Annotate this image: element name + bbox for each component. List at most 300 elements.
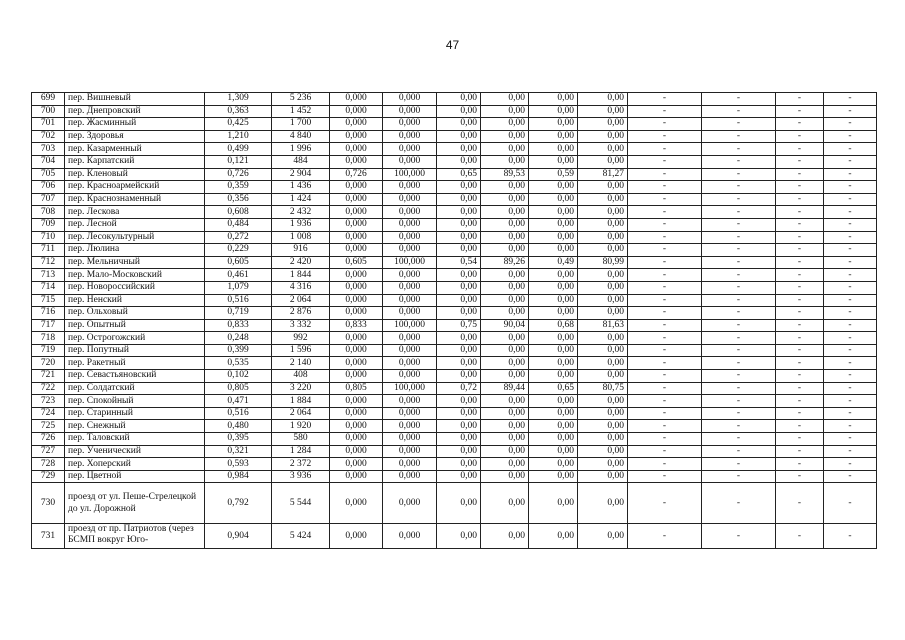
dash-1-cell: - (628, 118, 702, 131)
table-row (32, 256, 877, 269)
dash-4-cell: - (824, 524, 877, 549)
area-cell: 1 284 (272, 445, 330, 458)
dash-1-cell: - (628, 357, 702, 370)
value-2-cell: 0,00 (437, 470, 481, 483)
length-km-cell: 0,229 (205, 244, 272, 257)
dash-1-cell: - (628, 105, 702, 118)
percent-1-cell: 0,000 (383, 420, 437, 433)
length-km-cell: 0,480 (205, 420, 272, 433)
dash-1-cell: - (628, 470, 702, 483)
percent-1-cell: 0,000 (383, 294, 437, 307)
percent-1-cell: 100,000 (383, 382, 437, 395)
row-number-cell: 700 (32, 105, 65, 118)
dash-2-cell: - (702, 231, 776, 244)
dash-1-cell: - (628, 93, 702, 106)
value-2-cell: 0,00 (437, 407, 481, 420)
table-row (32, 332, 877, 345)
dash-2-cell: - (702, 395, 776, 408)
table-row (32, 155, 877, 168)
value-3-cell: 0,00 (529, 395, 578, 408)
area-cell: 580 (272, 433, 330, 446)
percent-3-cell: 0,00 (578, 193, 628, 206)
percent-2-cell: 0,00 (481, 357, 529, 370)
table-row (32, 93, 877, 106)
length-km-cell: 0,499 (205, 143, 272, 156)
dash-3-cell: - (776, 420, 824, 433)
dash-2-cell: - (702, 445, 776, 458)
value-1-cell: 0,000 (330, 524, 383, 549)
value-2-cell: 0,00 (437, 93, 481, 106)
table-row (32, 218, 877, 231)
table-row (32, 483, 877, 524)
length-km-cell: 0,792 (205, 483, 272, 524)
row-number-cell: 703 (32, 143, 65, 156)
value-2-cell: 0,00 (437, 483, 481, 524)
value-1-cell: 0,000 (330, 93, 383, 106)
dash-4-cell: - (824, 256, 877, 269)
percent-2-cell: 0,00 (481, 524, 529, 549)
value-1-cell: 0,000 (330, 269, 383, 282)
value-2-cell: 0,00 (437, 307, 481, 320)
percent-3-cell: 81,27 (578, 168, 628, 181)
dash-1-cell: - (628, 445, 702, 458)
area-cell: 1 936 (272, 218, 330, 231)
length-km-cell: 0,904 (205, 524, 272, 549)
dash-1-cell: - (628, 218, 702, 231)
length-km-cell: 0,608 (205, 206, 272, 219)
row-number-cell: 699 (32, 93, 65, 106)
value-1-cell: 0,000 (330, 231, 383, 244)
dash-3-cell: - (776, 433, 824, 446)
dash-1-cell: - (628, 155, 702, 168)
street-name-cell: пер. Опытный (65, 319, 205, 332)
value-1-cell: 0,000 (330, 395, 383, 408)
dash-3-cell: - (776, 256, 824, 269)
value-3-cell: 0,00 (529, 93, 578, 106)
area-cell: 3 936 (272, 470, 330, 483)
dash-3-cell: - (776, 269, 824, 282)
percent-1-cell: 100,000 (383, 319, 437, 332)
area-cell: 1 920 (272, 420, 330, 433)
dash-1-cell: - (628, 382, 702, 395)
dash-3-cell: - (776, 143, 824, 156)
row-number-cell: 721 (32, 370, 65, 383)
street-name-cell: пер. Днепровский (65, 105, 205, 118)
dash-3-cell: - (776, 218, 824, 231)
value-2-cell: 0,54 (437, 256, 481, 269)
percent-3-cell: 0,00 (578, 155, 628, 168)
dash-3-cell: - (776, 193, 824, 206)
street-name-cell: пер. Попутный (65, 344, 205, 357)
table-row (32, 168, 877, 181)
area-cell: 2 140 (272, 357, 330, 370)
percent-2-cell: 90,04 (481, 319, 529, 332)
percent-2-cell: 0,00 (481, 206, 529, 219)
dash-3-cell: - (776, 93, 824, 106)
value-3-cell: 0,65 (529, 382, 578, 395)
dash-4-cell: - (824, 269, 877, 282)
row-number-cell: 705 (32, 168, 65, 181)
dash-2-cell: - (702, 307, 776, 320)
dash-2-cell: - (702, 319, 776, 332)
value-2-cell: 0,00 (437, 420, 481, 433)
area-cell: 992 (272, 332, 330, 345)
value-1-cell: 0,833 (330, 319, 383, 332)
value-2-cell: 0,00 (437, 105, 481, 118)
area-cell: 408 (272, 370, 330, 383)
value-2-cell: 0,00 (437, 218, 481, 231)
street-name-cell: пер. Жасминный (65, 118, 205, 131)
dash-3-cell: - (776, 281, 824, 294)
row-number-cell: 730 (32, 483, 65, 524)
dash-1-cell: - (628, 319, 702, 332)
row-number-cell: 728 (32, 458, 65, 471)
street-name-cell: проезд от пр. Патриотов (через БСМП вокруг Юго- (65, 524, 205, 549)
value-1-cell: 0,000 (330, 307, 383, 320)
dash-4-cell: - (824, 344, 877, 357)
length-km-cell: 0,516 (205, 407, 272, 420)
value-1-cell: 0,000 (330, 218, 383, 231)
value-3-cell: 0,00 (529, 433, 578, 446)
street-name-cell: проезд от ул. Пеше-Стрелецкой до ул. Дорожной (65, 483, 205, 524)
value-1-cell: 0,605 (330, 256, 383, 269)
length-km-cell: 0,719 (205, 307, 272, 320)
street-name-cell: пер. Таловский (65, 433, 205, 446)
dash-4-cell: - (824, 143, 877, 156)
row-number-cell: 719 (32, 344, 65, 357)
value-3-cell: 0,59 (529, 168, 578, 181)
value-1-cell: 0,000 (330, 470, 383, 483)
dash-4-cell: - (824, 181, 877, 194)
percent-1-cell: 0,000 (383, 470, 437, 483)
length-km-cell: 0,516 (205, 294, 272, 307)
percent-3-cell: 0,00 (578, 281, 628, 294)
value-3-cell: 0,00 (529, 269, 578, 282)
dash-3-cell: - (776, 231, 824, 244)
percent-3-cell: 0,00 (578, 231, 628, 244)
dash-4-cell: - (824, 445, 877, 458)
area-cell: 1 452 (272, 105, 330, 118)
length-km-cell: 0,321 (205, 445, 272, 458)
street-name-cell: пер. Мельничный (65, 256, 205, 269)
percent-1-cell: 0,000 (383, 105, 437, 118)
dash-3-cell: - (776, 155, 824, 168)
dash-4-cell: - (824, 357, 877, 370)
percent-1-cell: 0,000 (383, 458, 437, 471)
value-1-cell: 0,000 (330, 118, 383, 131)
length-km-cell: 0,102 (205, 370, 272, 383)
value-1-cell: 0,000 (330, 206, 383, 219)
length-km-cell: 0,984 (205, 470, 272, 483)
percent-3-cell: 80,99 (578, 256, 628, 269)
value-3-cell: 0,00 (529, 231, 578, 244)
table-row (32, 344, 877, 357)
value-2-cell: 0,00 (437, 294, 481, 307)
percent-2-cell: 0,00 (481, 307, 529, 320)
value-3-cell: 0,00 (529, 118, 578, 131)
dash-2-cell: - (702, 244, 776, 257)
value-2-cell: 0,00 (437, 143, 481, 156)
street-name-cell: пер. Солдатский (65, 382, 205, 395)
dash-3-cell: - (776, 470, 824, 483)
value-1-cell: 0,000 (330, 445, 383, 458)
value-2-cell: 0,00 (437, 524, 481, 549)
dash-2-cell: - (702, 105, 776, 118)
percent-3-cell: 0,00 (578, 483, 628, 524)
dash-3-cell: - (776, 244, 824, 257)
dash-4-cell: - (824, 231, 877, 244)
table-row (32, 307, 877, 320)
percent-3-cell: 0,00 (578, 332, 628, 345)
value-1-cell: 0,000 (330, 332, 383, 345)
percent-1-cell: 0,000 (383, 155, 437, 168)
dash-4-cell: - (824, 407, 877, 420)
value-1-cell: 0,000 (330, 155, 383, 168)
table-row (32, 269, 877, 282)
length-km-cell: 0,484 (205, 218, 272, 231)
value-3-cell: 0,49 (529, 256, 578, 269)
value-2-cell: 0,00 (437, 206, 481, 219)
dash-1-cell: - (628, 143, 702, 156)
percent-1-cell: 0,000 (383, 93, 437, 106)
value-2-cell: 0,00 (437, 130, 481, 143)
dash-2-cell: - (702, 269, 776, 282)
dash-2-cell: - (702, 281, 776, 294)
value-2-cell: 0,00 (437, 193, 481, 206)
percent-3-cell: 0,00 (578, 344, 628, 357)
percent-3-cell: 0,00 (578, 294, 628, 307)
value-3-cell: 0,00 (529, 206, 578, 219)
length-km-cell: 0,805 (205, 382, 272, 395)
percent-3-cell: 0,00 (578, 395, 628, 408)
row-number-cell: 717 (32, 319, 65, 332)
percent-2-cell: 89,26 (481, 256, 529, 269)
area-cell: 2 876 (272, 307, 330, 320)
percent-1-cell: 0,000 (383, 395, 437, 408)
street-name-cell: пер. Острогожский (65, 332, 205, 345)
dash-2-cell: - (702, 256, 776, 269)
row-number-cell: 711 (32, 244, 65, 257)
row-number-cell: 701 (32, 118, 65, 131)
value-3-cell: 0,00 (529, 218, 578, 231)
table-row (32, 370, 877, 383)
length-km-cell: 0,471 (205, 395, 272, 408)
percent-1-cell: 0,000 (383, 118, 437, 131)
length-km-cell: 0,248 (205, 332, 272, 345)
percent-3-cell: 0,00 (578, 93, 628, 106)
street-name-cell: пер. Карпатский (65, 155, 205, 168)
table-row (32, 118, 877, 131)
length-km-cell: 0,605 (205, 256, 272, 269)
percent-2-cell: 0,00 (481, 458, 529, 471)
area-cell: 2 372 (272, 458, 330, 471)
percent-2-cell: 0,00 (481, 181, 529, 194)
value-2-cell: 0,00 (437, 118, 481, 131)
street-name-cell: пер. Хоперский (65, 458, 205, 471)
dash-4-cell: - (824, 281, 877, 294)
area-cell: 5 544 (272, 483, 330, 524)
dash-2-cell: - (702, 420, 776, 433)
length-km-cell: 0,395 (205, 433, 272, 446)
area-cell: 1 424 (272, 193, 330, 206)
value-3-cell: 0,00 (529, 244, 578, 257)
length-km-cell: 1,210 (205, 130, 272, 143)
percent-1-cell: 0,000 (383, 130, 437, 143)
area-cell: 3 220 (272, 382, 330, 395)
area-cell: 1 844 (272, 269, 330, 282)
value-3-cell: 0,00 (529, 357, 578, 370)
dash-2-cell: - (702, 370, 776, 383)
percent-2-cell: 0,00 (481, 483, 529, 524)
value-2-cell: 0,00 (437, 395, 481, 408)
length-km-cell: 1,079 (205, 281, 272, 294)
value-2-cell: 0,00 (437, 433, 481, 446)
street-name-cell: пер. Кленовый (65, 168, 205, 181)
street-name-cell: пер. Снежный (65, 420, 205, 433)
dash-3-cell: - (776, 483, 824, 524)
value-2-cell: 0,65 (437, 168, 481, 181)
dash-4-cell: - (824, 470, 877, 483)
value-1-cell: 0,000 (330, 458, 383, 471)
percent-1-cell: 0,000 (383, 370, 437, 383)
row-number-cell: 727 (32, 445, 65, 458)
area-cell: 484 (272, 155, 330, 168)
dash-3-cell: - (776, 105, 824, 118)
dash-2-cell: - (702, 218, 776, 231)
percent-3-cell: 0,00 (578, 470, 628, 483)
area-cell: 3 332 (272, 319, 330, 332)
dash-2-cell: - (702, 382, 776, 395)
table-row (32, 470, 877, 483)
value-2-cell: 0,00 (437, 344, 481, 357)
area-cell: 1 700 (272, 118, 330, 131)
percent-3-cell: 0,00 (578, 244, 628, 257)
value-1-cell: 0,000 (330, 193, 383, 206)
dash-3-cell: - (776, 206, 824, 219)
row-number-cell: 725 (32, 420, 65, 433)
table-row (32, 193, 877, 206)
area-cell: 4 316 (272, 281, 330, 294)
dash-2-cell: - (702, 357, 776, 370)
dash-2-cell: - (702, 407, 776, 420)
percent-3-cell: 0,00 (578, 445, 628, 458)
table-row (32, 433, 877, 446)
dash-2-cell: - (702, 458, 776, 471)
value-3-cell: 0,00 (529, 181, 578, 194)
percent-2-cell: 0,00 (481, 105, 529, 118)
percent-2-cell: 0,00 (481, 231, 529, 244)
percent-1-cell: 0,000 (383, 231, 437, 244)
street-name-cell: пер. Лесной (65, 218, 205, 231)
dash-2-cell: - (702, 294, 776, 307)
percent-2-cell: 0,00 (481, 470, 529, 483)
percent-2-cell: 89,44 (481, 382, 529, 395)
dash-4-cell: - (824, 118, 877, 131)
dash-2-cell: - (702, 93, 776, 106)
row-number-cell: 724 (32, 407, 65, 420)
length-km-cell: 0,363 (205, 105, 272, 118)
value-3-cell: 0,00 (529, 105, 578, 118)
dash-2-cell: - (702, 168, 776, 181)
percent-1-cell: 0,000 (383, 193, 437, 206)
percent-3-cell: 0,00 (578, 143, 628, 156)
street-name-cell: пер. Мало-Московский (65, 269, 205, 282)
row-number-cell: 714 (32, 281, 65, 294)
table-row (32, 382, 877, 395)
dash-1-cell: - (628, 269, 702, 282)
table-row (32, 105, 877, 118)
value-1-cell: 0,000 (330, 370, 383, 383)
length-km-cell: 0,461 (205, 269, 272, 282)
dash-1-cell: - (628, 370, 702, 383)
percent-3-cell: 0,00 (578, 218, 628, 231)
dash-3-cell: - (776, 382, 824, 395)
percent-3-cell: 0,00 (578, 130, 628, 143)
area-cell: 2 420 (272, 256, 330, 269)
value-2-cell: 0,00 (437, 332, 481, 345)
dash-1-cell: - (628, 458, 702, 471)
dash-3-cell: - (776, 181, 824, 194)
value-2-cell: 0,00 (437, 244, 481, 257)
street-name-cell: пер. Здоровья (65, 130, 205, 143)
length-km-cell: 0,356 (205, 193, 272, 206)
dash-4-cell: - (824, 244, 877, 257)
street-name-cell: пер. Казарменный (65, 143, 205, 156)
area-cell: 2 064 (272, 294, 330, 307)
dash-1-cell: - (628, 420, 702, 433)
dash-1-cell: - (628, 524, 702, 549)
dash-2-cell: - (702, 130, 776, 143)
table-row (32, 524, 877, 549)
percent-1-cell: 100,000 (383, 168, 437, 181)
dash-3-cell: - (776, 445, 824, 458)
row-number-cell: 718 (32, 332, 65, 345)
dash-3-cell: - (776, 344, 824, 357)
percent-3-cell: 0,00 (578, 524, 628, 549)
dash-1-cell: - (628, 193, 702, 206)
row-number-cell: 710 (32, 231, 65, 244)
table-row (32, 458, 877, 471)
length-km-cell: 0,833 (205, 319, 272, 332)
table-row (32, 206, 877, 219)
dash-2-cell: - (702, 118, 776, 131)
dash-1-cell: - (628, 281, 702, 294)
percent-1-cell: 0,000 (383, 524, 437, 549)
area-cell: 2 432 (272, 206, 330, 219)
street-name-cell: пер. Краснознаменный (65, 193, 205, 206)
value-2-cell: 0,00 (437, 269, 481, 282)
value-3-cell: 0,00 (529, 193, 578, 206)
dash-1-cell: - (628, 344, 702, 357)
page-number: 47 (445, 38, 460, 52)
value-3-cell: 0,68 (529, 319, 578, 332)
street-name-cell: пер. Спокойный (65, 395, 205, 408)
dash-1-cell: - (628, 294, 702, 307)
percent-1-cell: 0,000 (383, 244, 437, 257)
percent-2-cell: 0,00 (481, 93, 529, 106)
percent-3-cell: 0,00 (578, 105, 628, 118)
table-row (32, 181, 877, 194)
length-km-cell: 0,726 (205, 168, 272, 181)
percent-2-cell: 0,00 (481, 155, 529, 168)
dash-2-cell: - (702, 483, 776, 524)
street-name-cell: пер. Люлина (65, 244, 205, 257)
value-3-cell: 0,00 (529, 458, 578, 471)
dash-4-cell: - (824, 395, 877, 408)
percent-2-cell: 0,00 (481, 395, 529, 408)
value-1-cell: 0,000 (330, 181, 383, 194)
percent-2-cell: 0,00 (481, 420, 529, 433)
